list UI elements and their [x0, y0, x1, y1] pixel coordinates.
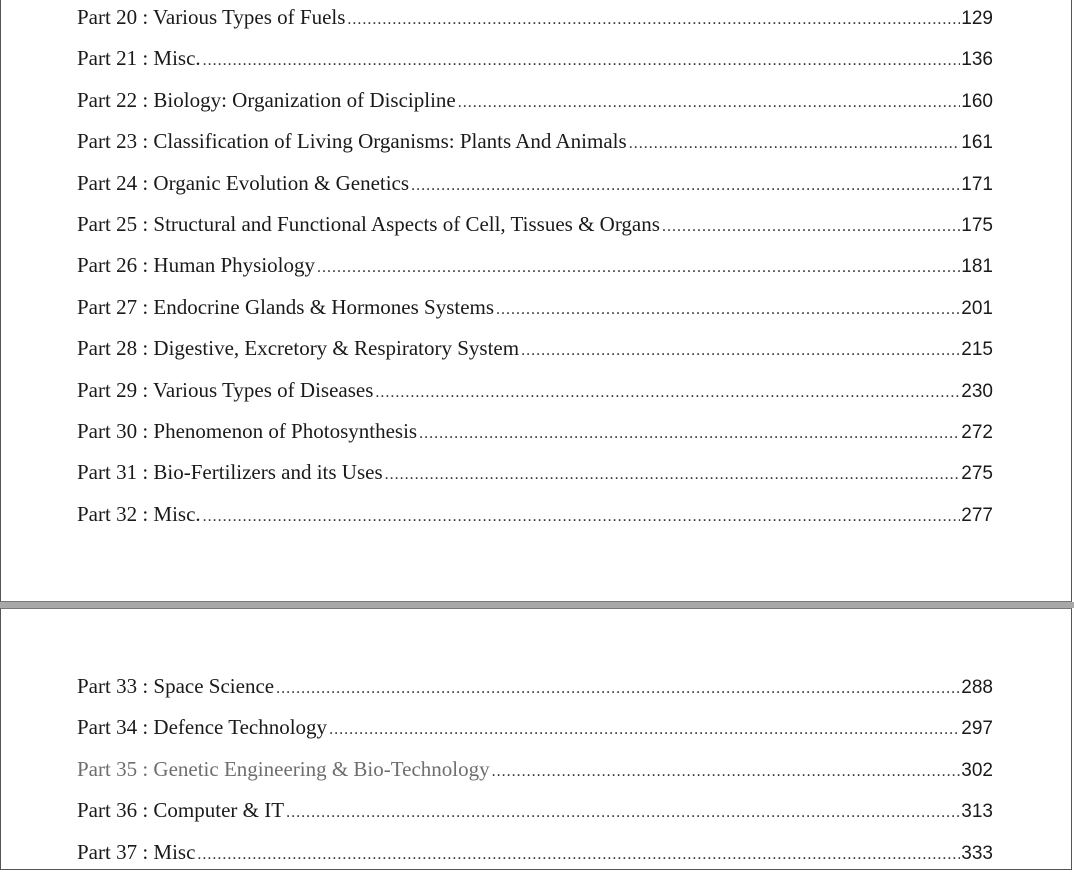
toc-dot-leader	[329, 717, 960, 743]
toc-entry-page: 313	[961, 801, 993, 823]
toc-entry-title: Part 33 : Space Science	[77, 674, 275, 698]
toc-entry-title: Part 35 : Genetic Engineering & Bio-Technology	[77, 756, 490, 781]
toc-entry-title: Part 26 : Human Physiology	[77, 253, 316, 278]
toc-entry[interactable]	[77, 335, 993, 376]
toc-entry-title: Part 20 : Various Types of Fuels	[77, 5, 346, 29]
toc-dot-leader	[203, 504, 961, 530]
toc-entry[interactable]	[77, 459, 993, 500]
toc-entry-page: 302	[961, 759, 993, 781]
table-of-contents	[77, 673, 993, 880]
toc-entry[interactable]	[77, 4, 993, 45]
toc-entry-title: Part 24 : Organic Evolution & Genetics	[77, 170, 410, 195]
table-of-contents	[77, 4, 993, 542]
toc-entry[interactable]	[77, 797, 993, 838]
toc-entry-page: 201	[961, 297, 993, 319]
toc-dot-leader	[521, 338, 960, 364]
toc-entry-page: 136	[961, 49, 993, 71]
toc-entry-title: Part 23 : Classification of Living Organisms: Plants And Animals	[77, 129, 627, 154]
toc-dot-leader	[385, 462, 961, 488]
toc-entry-title: Part 25 : Structural and Functional Aspects of Cell, Tissues & Organs	[77, 211, 660, 236]
toc-entry-title: Part 29 : Various Types of Diseases	[77, 377, 374, 402]
toc-entry[interactable]	[77, 128, 993, 169]
toc-entry[interactable]	[77, 294, 993, 335]
toc-entry[interactable]	[77, 45, 993, 86]
toc-entry[interactable]	[77, 252, 993, 293]
toc-dot-leader	[662, 214, 960, 240]
toc-entry-page: 288	[961, 677, 993, 698]
toc-entry-page: 275	[961, 463, 993, 485]
toc-entry-title: Part 27 : Endocrine Glands & Hormones Systems	[77, 294, 495, 319]
toc-entry-page: 297	[961, 718, 993, 740]
toc-entry-page: 160	[961, 90, 993, 112]
toc-dot-leader	[317, 255, 960, 281]
toc-entry-page: 181	[961, 256, 993, 278]
toc-entry[interactable]	[77, 839, 993, 880]
toc-entry-title: Part 32 : Misc.	[77, 501, 201, 526]
toc-entry[interactable]	[77, 418, 993, 459]
toc-entry-title: Part 21 : Misc.	[77, 46, 201, 71]
document-page-bottom	[0, 608, 1072, 870]
toc-dot-leader	[286, 800, 960, 826]
toc-entry-page: 175	[961, 214, 993, 236]
toc-entry[interactable]	[77, 87, 993, 128]
toc-dot-leader	[197, 842, 960, 868]
toc-entry-page: 277	[961, 504, 993, 526]
toc-entry-title: Part 28 : Digestive, Excretory & Respiratory System	[77, 336, 520, 361]
toc-entry[interactable]	[77, 377, 993, 418]
toc-entry-page: 161	[961, 132, 993, 154]
toc-entry[interactable]	[77, 756, 993, 797]
toc-dot-leader	[492, 759, 961, 785]
toc-dot-leader	[411, 173, 960, 199]
toc-dot-leader	[203, 48, 961, 74]
toc-entry-page: 215	[961, 339, 993, 361]
toc-entry-page: 129	[961, 8, 993, 29]
toc-entry[interactable]	[77, 170, 993, 211]
toc-dot-leader	[458, 90, 961, 116]
toc-entry-page: 272	[961, 421, 993, 443]
toc-entry[interactable]	[77, 211, 993, 252]
toc-entry-title: Part 22 : Biology: Organization of Discipline	[77, 87, 456, 112]
toc-entry-title: Part 30 : Phenomenon of Photosynthesis	[77, 418, 418, 443]
toc-entry-page: 230	[961, 380, 993, 402]
toc-dot-leader	[347, 7, 960, 33]
toc-entry-title: Part 36 : Computer & IT	[77, 798, 285, 823]
toc-entry-title: Part 31 : Bio-Fertilizers and its Uses	[77, 460, 383, 485]
toc-dot-leader	[419, 421, 960, 447]
toc-entry[interactable]	[77, 501, 993, 542]
toc-dot-leader	[375, 380, 960, 406]
toc-dot-leader	[276, 676, 960, 702]
toc-entry[interactable]	[77, 673, 993, 714]
toc-entry-page: 333	[961, 842, 993, 864]
toc-dot-leader	[629, 131, 961, 157]
toc-entry-page: 171	[961, 173, 993, 195]
toc-dot-leader	[496, 297, 960, 323]
toc-entry-title: Part 37 : Misc	[77, 839, 196, 864]
toc-entry-title: Part 34 : Defence Technology	[77, 715, 328, 740]
toc-entry[interactable]	[77, 714, 993, 755]
